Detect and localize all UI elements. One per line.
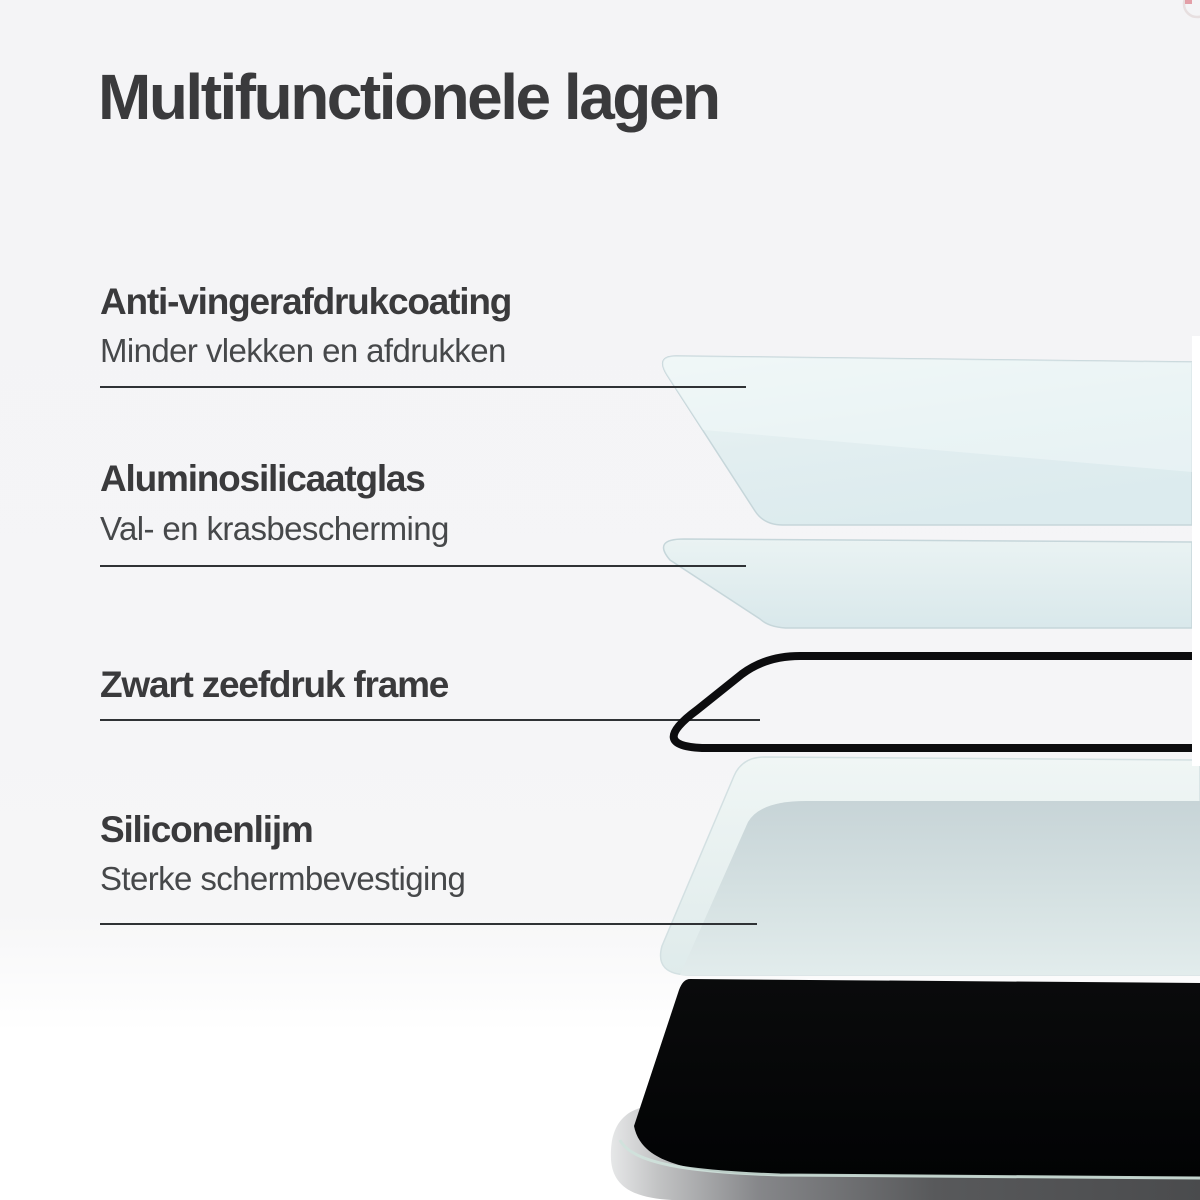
layer-description-glass: Val- en krasbescherming	[100, 510, 449, 547]
layer-description-anti-fingerprint: Minder vlekken en afdrukken	[100, 332, 506, 369]
anti-fingerprint-coating-sheet	[663, 356, 1192, 525]
silicone-adhesive-sheet	[661, 757, 1200, 975]
layer-label-anti-fingerprint: Anti-vingerafdrukcoating	[100, 281, 512, 322]
layer-label-silicone: Siliconenlijm	[100, 809, 313, 850]
adhesive-inner-panel	[680, 801, 1200, 975]
layer-label-frame: Zwart zeefdruk frame	[100, 664, 449, 705]
layer-label-glass: Aluminosilicaatglas	[100, 458, 425, 499]
layer-description-silicone: Sterke schermbevestiging	[100, 860, 466, 897]
tablet-device	[611, 979, 1200, 1200]
corner-watermark	[1184, 0, 1200, 17]
page-title: Multifunctionele lagen	[98, 61, 719, 133]
black-screenprint-frame	[674, 656, 1192, 748]
aluminosilicate-glass-sheet	[664, 539, 1192, 628]
right-margin-strip	[1192, 336, 1200, 766]
device-screen	[634, 979, 1200, 1177]
